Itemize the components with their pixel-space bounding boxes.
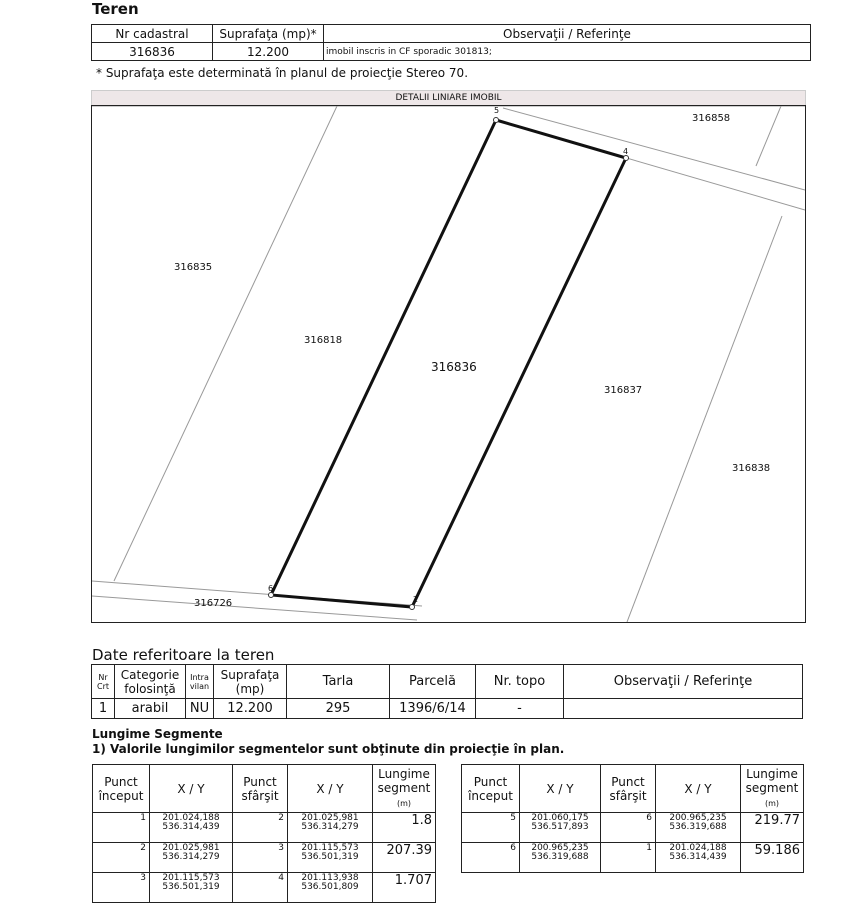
table-row [93,813,436,843]
seg-left-2-xy2 [288,873,373,903]
header-suprafata: Suprafaţa (mp)* [213,25,324,43]
seg-right-0-start: 5 [462,813,520,843]
header-lungime-label-right: Lungime segment [745,766,799,795]
parcel-label-316818: 316818 [304,335,343,346]
header-parcela: Parcelă [390,665,476,699]
header-lungime-unit-right: (m) [764,798,780,808]
seg-right-1-len: 59.186 [741,843,804,873]
seg-left-1-xy2a: 201.115,573 [301,843,359,853]
seg-left-2-len: 1.707 [373,873,436,903]
seg-right-1-xy1a: 200.965,235 [531,843,589,853]
map-header: DETALII LINIARE IMOBIL [91,90,806,107]
cell-tarla: 295 [287,699,390,719]
cell-suprafata-teren: 12.200 [214,699,287,719]
seg-left-2-xy1 [150,873,233,903]
header-nr-crt: Nr Crt [92,665,115,699]
section-title-teren: Teren [92,0,139,18]
segments-table-right [461,764,804,873]
seg-left-0-xy2a: 201.025,981 [301,813,359,823]
seg-left-0-xy2b: 536.314,279 [301,822,359,832]
header-punct-inceput-right: Punct început [462,765,520,813]
seg-right-1-xy2a: 201.024,188 [669,843,727,853]
header-xy-end-right: X / Y [656,765,741,813]
seg-left-0-end: 2 [233,813,288,843]
road-line-top-1 [503,108,805,190]
table-row [462,813,804,843]
seg-left-0-xy1 [150,813,233,843]
road-line-bottom-2 [92,596,417,620]
point-label-5: 5 [494,106,500,115]
boundary-line-2 [756,106,781,166]
seg-right-1-xy2b: 536.314,439 [669,852,727,862]
seg-right-0-xy2b: 536.319,688 [669,822,727,832]
cell-suprafata: 12.200 [213,43,324,61]
land-data-table [91,664,803,719]
parcel-label-316837: 316837 [604,385,643,396]
seg-left-0-start: 1 [93,813,150,843]
table-row [93,843,436,873]
seg-left-0-xy1b: 536.314,439 [162,822,220,832]
parcel-label-316836: 316836 [431,360,477,374]
seg-left-2-xy2a: 201.113,938 [301,873,359,883]
survey-point-4 [624,156,629,161]
cell-nr-crt: 1 [92,699,115,719]
seg-right-0-xy2a: 200.965,235 [669,813,727,823]
seg-left-2-xy1a: 201.115,573 [162,873,220,883]
seg-left-1-start: 2 [93,843,150,873]
cell-observatii-teren [564,699,803,719]
seg-left-1-xy1a: 201.025,981 [162,843,220,853]
header-xy-start-left: X / Y [150,765,233,813]
cell-categorie: arabil [115,699,186,719]
header-lungime-unit-left: (m) [396,798,412,808]
header-suprafata-teren: Suprafaţa (mp) [214,665,287,699]
header-lungime-label-left: Lungime segment [377,766,431,795]
seg-right-1-start: 6 [462,843,520,873]
segments-title: Lungime Segmente [92,727,223,741]
parcel-label-316858: 316858 [692,113,731,124]
seg-left-2-xy1b: 536.501,319 [162,882,220,892]
boundary-line-3 [627,216,782,622]
land-data-title: Date referitoare la teren [92,646,275,664]
seg-left-0-xy1a: 201.024,188 [162,813,220,823]
survey-point-2 [410,605,415,610]
footnote-stereo70: * Suprafaţa este determinată în planul de proiecţie Stereo 70. [96,66,469,80]
header-observatii-teren: Observaţii / Referinţe [564,665,803,699]
seg-left-1-xy2b: 536.501,319 [301,852,359,862]
header-lungime-right [741,765,804,813]
seg-right-1-xy1 [520,843,601,873]
seg-right-1-end: 1 [601,843,656,873]
seg-left-1-xy1 [150,843,233,873]
seg-right-0-end: 6 [601,813,656,843]
header-punct-inceput-left: Punct început [93,765,150,813]
header-punct-sfarsit-left: Punct sfârşit [233,765,288,813]
seg-left-2-start: 3 [93,873,150,903]
cell-parcela: 1396/6/14 [390,699,476,719]
seg-right-0-xy1 [520,813,601,843]
table-row [93,873,436,903]
parcel-map [91,105,806,623]
seg-right-1-xy1b: 536.319,688 [531,852,589,862]
seg-left-1-end: 3 [233,843,288,873]
parcel-label-316726: 316726 [194,598,233,609]
seg-left-2-xy2b: 536.501,809 [301,882,359,892]
table-row [462,843,804,873]
seg-left-1-xy2 [288,843,373,873]
header-intra-vilan: Intra vilan [186,665,214,699]
cell-intra-vilan: NU [186,699,214,719]
seg-right-1-xy2 [656,843,741,873]
seg-right-0-xy1a: 201.060,175 [531,813,589,823]
segments-table-left [92,764,436,903]
point-label-6: 6 [268,584,274,593]
header-nr-topo: Nr. topo [476,665,564,699]
header-categorie: Categorie folosinţă [115,665,186,699]
seg-right-0-xy2 [656,813,741,843]
seg-left-1-len: 207.39 [373,843,436,873]
cell-nr-cadastral: 316836 [92,43,213,61]
header-punct-sfarsit-right: Punct sfârşit [601,765,656,813]
header-xy-start-right: X / Y [520,765,601,813]
survey-point-5 [494,118,499,123]
header-tarla: Tarla [287,665,390,699]
point-label-2: 2 [413,595,419,604]
parcel-label-316835: 316835 [174,262,213,273]
seg-left-2-end: 4 [233,873,288,903]
parcel-label-316838: 316838 [732,463,771,474]
cell-observatii: imobil inscris in CF sporadic 301813; [324,43,811,61]
seg-left-1-xy1b: 536.314,279 [162,852,220,862]
seg-right-0-xy1b: 536.517,893 [531,822,589,832]
seg-left-0-xy2 [288,813,373,843]
survey-point-6 [269,593,274,598]
header-observatii: Observaţii / Referinţe [324,25,811,43]
header-nr-cadastral: Nr cadastral [92,25,213,43]
cell-nr-topo: - [476,699,564,719]
point-label-4: 4 [623,147,629,156]
header-lungime-left [373,765,436,813]
cadastral-table [91,24,811,61]
seg-left-0-len: 1.8 [373,813,436,843]
header-xy-end-left: X / Y [288,765,373,813]
seg-right-0-len: 219.77 [741,813,804,843]
segments-subtitle: 1) Valorile lungimilor segmentelor sunt obţinute din proiecţie în plan. [92,742,565,756]
